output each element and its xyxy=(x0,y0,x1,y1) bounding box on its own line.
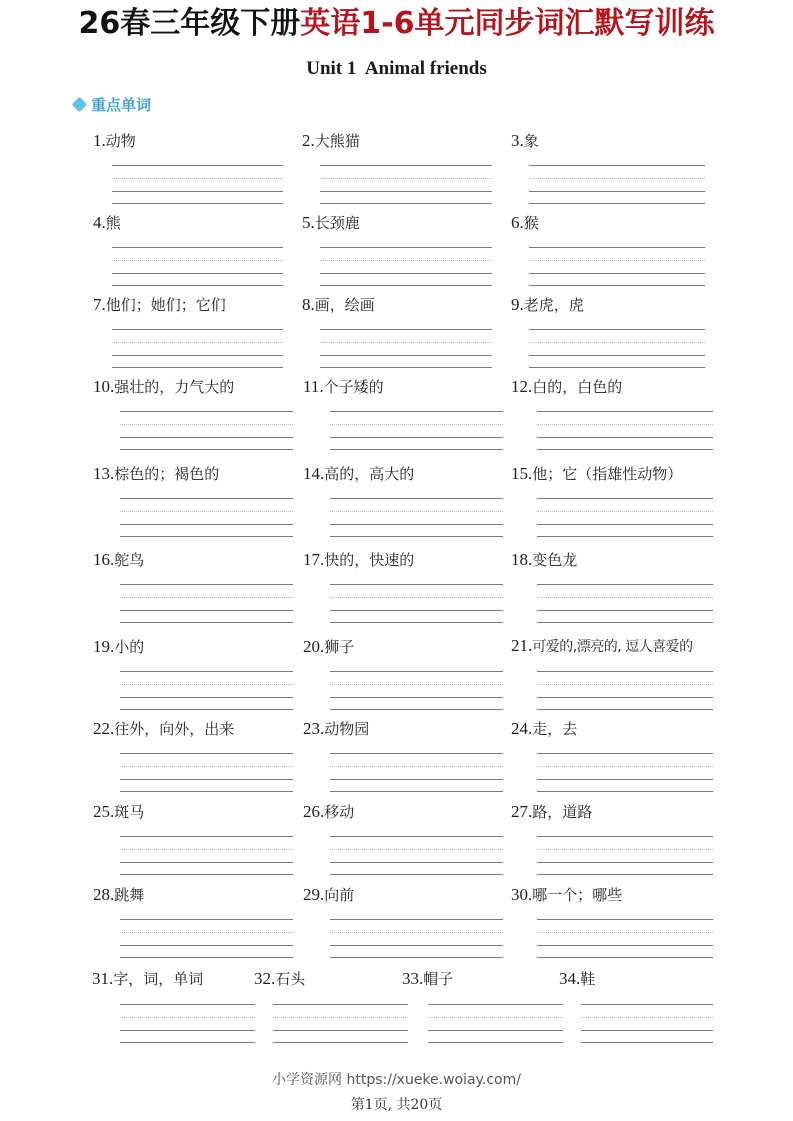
dotted-guide-line xyxy=(537,932,713,933)
solid-guide-line xyxy=(120,671,293,672)
dotted-guide-line xyxy=(320,178,492,179)
writing-lines-answer-field[interactable] xyxy=(120,671,293,711)
dotted-guide-line xyxy=(529,260,705,261)
writing-lines-answer-field[interactable] xyxy=(537,584,713,624)
solid-guide-line xyxy=(330,584,503,585)
solid-guide-line xyxy=(120,836,293,837)
page-title-subject: 英语1-6单元同步词汇默写训练 xyxy=(300,6,715,41)
item-number: 27. xyxy=(511,802,533,821)
item-number: 28. xyxy=(93,885,115,904)
chinese-meaning: 狮子 xyxy=(324,638,355,656)
solid-guide-line xyxy=(537,945,713,946)
page-title xyxy=(0,4,793,44)
writing-lines-answer-field[interactable] xyxy=(320,329,492,369)
solid-guide-line xyxy=(537,437,713,438)
solid-guide-line xyxy=(529,367,705,368)
solid-guide-line xyxy=(529,355,705,356)
solid-guide-line xyxy=(273,1042,408,1043)
chinese-meaning: 斑马 xyxy=(114,803,145,821)
solid-guide-line xyxy=(330,524,503,525)
writing-lines-answer-field[interactable] xyxy=(120,498,293,538)
vocab-prompt xyxy=(93,294,226,315)
writing-lines-answer-field[interactable] xyxy=(330,584,503,624)
item-number: 31. xyxy=(92,969,114,988)
dotted-guide-line xyxy=(120,597,293,598)
item-number: 33. xyxy=(402,969,424,988)
solid-guide-line xyxy=(330,411,503,412)
solid-guide-line xyxy=(120,709,293,710)
vocab-prompt xyxy=(303,463,414,484)
writing-lines-answer-field[interactable] xyxy=(330,671,503,711)
solid-guide-line xyxy=(537,449,713,450)
dotted-guide-line xyxy=(330,511,503,512)
writing-lines-answer-field[interactable] xyxy=(537,498,713,538)
writing-lines-answer-field[interactable] xyxy=(120,411,293,451)
solid-guide-line xyxy=(529,191,705,192)
chinese-meaning: 老虎，虎 xyxy=(523,296,584,314)
item-number: 17. xyxy=(303,550,325,569)
vocab-prompt xyxy=(303,884,354,905)
dotted-guide-line xyxy=(330,849,503,850)
vocab-prompt xyxy=(93,801,144,822)
dotted-guide-line xyxy=(537,511,713,512)
item-number: 25. xyxy=(93,802,115,821)
page-number: 第1页, 共20页 xyxy=(350,1097,443,1113)
dotted-guide-line xyxy=(120,511,293,512)
solid-guide-line xyxy=(537,411,713,412)
dotted-guide-line xyxy=(120,849,293,850)
solid-guide-line xyxy=(320,329,492,330)
writing-lines-answer-field[interactable] xyxy=(537,836,713,876)
solid-guide-line xyxy=(112,367,283,368)
solid-guide-line xyxy=(330,779,503,780)
vocab-prompt xyxy=(303,801,354,822)
vocab-prompt xyxy=(303,636,354,657)
item-number: 4. xyxy=(93,213,106,232)
solid-guide-line xyxy=(330,498,503,499)
solid-guide-line xyxy=(120,536,293,537)
vocab-prompt xyxy=(93,718,234,739)
vocab-prompt xyxy=(93,884,144,905)
vocab-prompt xyxy=(303,376,384,397)
dotted-guide-line xyxy=(537,766,713,767)
dotted-guide-line xyxy=(320,260,492,261)
chinese-meaning: 快的，快速的 xyxy=(324,551,415,569)
dotted-guide-line xyxy=(120,424,293,425)
solid-guide-line xyxy=(529,203,705,204)
solid-guide-line xyxy=(330,697,503,698)
solid-guide-line xyxy=(320,273,492,274)
solid-guide-line xyxy=(537,671,713,672)
vocab-prompt xyxy=(302,294,375,315)
item-number: 2. xyxy=(302,131,315,150)
solid-guide-line xyxy=(120,411,293,412)
chinese-meaning: 强壮的，力气大的 xyxy=(114,378,235,396)
item-number: 19. xyxy=(93,637,115,656)
solid-guide-line xyxy=(120,1030,255,1031)
vocab-prompt xyxy=(511,801,592,822)
writing-lines-answer-field[interactable] xyxy=(581,1004,713,1044)
solid-guide-line xyxy=(120,437,293,438)
solid-guide-line xyxy=(112,285,283,286)
item-number: 30. xyxy=(511,885,533,904)
chinese-meaning: 向前 xyxy=(324,886,355,904)
chinese-meaning: 他们；她们；它们 xyxy=(105,296,226,314)
item-number: 22. xyxy=(93,719,115,738)
vocab-prompt xyxy=(93,636,144,657)
solid-guide-line xyxy=(537,610,713,611)
solid-guide-line xyxy=(320,247,492,248)
solid-guide-line xyxy=(330,622,503,623)
solid-guide-line xyxy=(330,862,503,863)
item-number: 15. xyxy=(511,464,533,483)
dotted-guide-line xyxy=(330,766,503,767)
solid-guide-line xyxy=(273,1004,408,1005)
vocab-prompt xyxy=(559,968,595,989)
solid-guide-line xyxy=(120,449,293,450)
solid-guide-line xyxy=(120,919,293,920)
solid-guide-line xyxy=(537,791,713,792)
solid-guide-line xyxy=(120,753,293,754)
dotted-guide-line xyxy=(537,597,713,598)
chinese-meaning: 猴 xyxy=(523,214,539,232)
dotted-guide-line xyxy=(529,178,705,179)
chinese-meaning: 走，去 xyxy=(532,720,578,738)
vocab-prompt xyxy=(93,463,219,484)
chinese-meaning: 字，词，单词 xyxy=(113,970,204,988)
item-number: 8. xyxy=(302,295,315,314)
dotted-guide-line xyxy=(330,932,503,933)
chinese-meaning: 动物园 xyxy=(324,720,370,738)
vocab-prompt xyxy=(511,718,577,739)
solid-guide-line xyxy=(330,874,503,875)
chinese-meaning: 长颈鹿 xyxy=(314,214,360,232)
chinese-meaning: 石头 xyxy=(275,970,306,988)
solid-guide-line xyxy=(120,862,293,863)
chinese-meaning: 大熊猫 xyxy=(314,132,360,150)
writing-lines-answer-field[interactable] xyxy=(537,753,713,793)
item-number: 14. xyxy=(303,464,325,483)
writing-lines-answer-field[interactable] xyxy=(330,836,503,876)
chinese-meaning: 他；它（指雄性动物） xyxy=(532,465,683,483)
vocab-prompt xyxy=(92,968,203,989)
chinese-meaning: 路，道路 xyxy=(532,803,593,821)
solid-guide-line xyxy=(120,874,293,875)
solid-guide-line xyxy=(112,165,283,166)
solid-guide-line xyxy=(330,836,503,837)
solid-guide-line xyxy=(120,1042,255,1043)
solid-guide-line xyxy=(537,874,713,875)
dotted-guide-line xyxy=(112,260,283,261)
solid-guide-line xyxy=(529,273,705,274)
chinese-meaning: 白的，白色的 xyxy=(532,378,623,396)
vocab-prompt xyxy=(511,636,693,656)
chinese-meaning: 动物 xyxy=(105,132,136,150)
dotted-guide-line xyxy=(120,1017,255,1018)
item-number: 10. xyxy=(93,377,115,396)
item-number: 24. xyxy=(511,719,533,738)
item-number: 9. xyxy=(511,295,524,314)
solid-guide-line xyxy=(330,536,503,537)
solid-guide-line xyxy=(120,945,293,946)
vocab-prompt xyxy=(303,549,414,570)
solid-guide-line xyxy=(112,203,283,204)
dotted-guide-line xyxy=(330,424,503,425)
writing-lines-answer-field[interactable] xyxy=(273,1004,408,1044)
chinese-meaning: 鞋 xyxy=(580,970,596,988)
solid-guide-line xyxy=(330,791,503,792)
solid-guide-line xyxy=(537,957,713,958)
page-title-grade: 26春三年级下册 xyxy=(78,6,301,41)
item-number: 11. xyxy=(303,377,324,396)
dotted-guide-line xyxy=(112,178,283,179)
dotted-guide-line xyxy=(120,684,293,685)
solid-guide-line xyxy=(537,709,713,710)
item-number: 6. xyxy=(511,213,524,232)
writing-lines-answer-field[interactable] xyxy=(120,584,293,624)
dotted-guide-line xyxy=(581,1017,713,1018)
writing-lines-answer-field[interactable] xyxy=(330,498,503,538)
writing-lines-answer-field[interactable] xyxy=(330,753,503,793)
chinese-meaning: 往外，向外，出来 xyxy=(114,720,235,738)
solid-guide-line xyxy=(529,247,705,248)
chinese-meaning: 画，绘画 xyxy=(314,296,375,314)
solid-guide-line xyxy=(428,1042,563,1043)
chinese-meaning: 跳舞 xyxy=(114,886,145,904)
dotted-guide-line xyxy=(537,684,713,685)
item-number: 18. xyxy=(511,550,533,569)
solid-guide-line xyxy=(330,709,503,710)
solid-guide-line xyxy=(330,449,503,450)
writing-lines-answer-field[interactable] xyxy=(112,329,283,369)
vocab-prompt xyxy=(511,294,584,315)
source-footer: 小学资源网 https://xueke.woiay.com/ xyxy=(272,1072,521,1088)
dotted-guide-line xyxy=(537,849,713,850)
writing-lines-answer-field[interactable] xyxy=(120,753,293,793)
solid-guide-line xyxy=(428,1004,563,1005)
chinese-meaning: 帽子 xyxy=(423,970,454,988)
solid-guide-line xyxy=(112,191,283,192)
solid-guide-line xyxy=(320,165,492,166)
writing-lines-answer-field[interactable] xyxy=(330,411,503,451)
dotted-guide-line xyxy=(428,1017,563,1018)
solid-guide-line xyxy=(330,437,503,438)
solid-guide-line xyxy=(320,355,492,356)
solid-guide-line xyxy=(537,697,713,698)
solid-guide-line xyxy=(537,836,713,837)
chinese-meaning: 移动 xyxy=(324,803,355,821)
writing-lines-answer-field[interactable] xyxy=(529,329,705,369)
solid-guide-line xyxy=(320,367,492,368)
item-number: 7. xyxy=(93,295,106,314)
writing-lines-answer-field[interactable] xyxy=(120,836,293,876)
solid-guide-line xyxy=(112,273,283,274)
section-heading xyxy=(74,94,151,115)
solid-guide-line xyxy=(428,1030,563,1031)
item-number: 26. xyxy=(303,802,325,821)
section-label: 重点单词 xyxy=(91,96,152,114)
solid-guide-line xyxy=(320,191,492,192)
chinese-meaning: 可爱的,漂亮的, 逗人喜爱的 xyxy=(532,639,693,655)
writing-lines-answer-field[interactable] xyxy=(320,247,492,287)
writing-lines-answer-field[interactable] xyxy=(428,1004,563,1044)
item-number: 20. xyxy=(303,637,325,656)
solid-guide-line xyxy=(537,584,713,585)
solid-guide-line xyxy=(120,524,293,525)
dotted-guide-line xyxy=(330,597,503,598)
solid-guide-line xyxy=(120,957,293,958)
vocab-prompt xyxy=(511,549,577,570)
chinese-meaning: 个子矮的 xyxy=(323,378,384,396)
unit-title: Unit 1 Animal friends xyxy=(306,58,487,79)
item-number: 29. xyxy=(303,885,325,904)
dotted-guide-line xyxy=(320,342,492,343)
vocab-prompt xyxy=(93,130,136,151)
vocab-prompt xyxy=(402,968,453,989)
writing-lines-answer-field[interactable] xyxy=(529,247,705,287)
solid-guide-line xyxy=(537,524,713,525)
solid-guide-line xyxy=(320,203,492,204)
vocab-prompt xyxy=(303,718,369,739)
solid-guide-line xyxy=(112,355,283,356)
item-number: 21. xyxy=(511,636,533,655)
item-number: 12. xyxy=(511,377,533,396)
solid-guide-line xyxy=(330,945,503,946)
item-number: 32. xyxy=(254,969,276,988)
writing-lines-answer-field[interactable] xyxy=(120,919,293,959)
writing-lines-answer-field[interactable] xyxy=(320,165,492,205)
solid-guide-line xyxy=(120,498,293,499)
solid-guide-line xyxy=(537,536,713,537)
vocab-prompt xyxy=(511,463,682,484)
writing-lines-answer-field[interactable] xyxy=(537,671,713,711)
dotted-guide-line xyxy=(529,342,705,343)
writing-lines-answer-field[interactable] xyxy=(112,165,283,205)
item-number: 5. xyxy=(302,213,315,232)
chinese-meaning: 鸵鸟 xyxy=(114,551,145,569)
vocab-prompt xyxy=(93,549,144,570)
writing-lines-answer-field[interactable] xyxy=(537,411,713,451)
chinese-meaning: 哪一个；哪些 xyxy=(532,886,623,904)
solid-guide-line xyxy=(330,671,503,672)
solid-guide-line xyxy=(120,697,293,698)
vocab-prompt xyxy=(511,130,539,151)
writing-lines-answer-field[interactable] xyxy=(112,247,283,287)
vocab-prompt xyxy=(302,212,360,233)
solid-guide-line xyxy=(529,329,705,330)
solid-guide-line xyxy=(120,779,293,780)
solid-guide-line xyxy=(120,610,293,611)
writing-lines-answer-field[interactable] xyxy=(529,165,705,205)
dotted-guide-line xyxy=(273,1017,408,1018)
chinese-meaning: 高的，高大的 xyxy=(324,465,415,483)
solid-guide-line xyxy=(537,919,713,920)
item-number: 3. xyxy=(511,131,524,150)
chinese-meaning: 变色龙 xyxy=(532,551,578,569)
vocab-prompt xyxy=(511,376,622,397)
solid-guide-line xyxy=(537,862,713,863)
vocab-prompt xyxy=(254,968,305,989)
solid-guide-line xyxy=(581,1004,713,1005)
item-number: 23. xyxy=(303,719,325,738)
solid-guide-line xyxy=(537,622,713,623)
solid-guide-line xyxy=(581,1030,713,1031)
solid-guide-line xyxy=(120,584,293,585)
chinese-meaning: 象 xyxy=(523,132,539,150)
vocab-prompt xyxy=(511,212,539,233)
vocab-prompt xyxy=(93,376,234,397)
writing-lines-answer-field[interactable] xyxy=(120,1004,255,1044)
solid-guide-line xyxy=(112,329,283,330)
solid-guide-line xyxy=(537,498,713,499)
item-number: 1. xyxy=(93,131,106,150)
dotted-guide-line xyxy=(120,766,293,767)
solid-guide-line xyxy=(529,285,705,286)
writing-lines-answer-field[interactable] xyxy=(537,919,713,959)
solid-guide-line xyxy=(330,610,503,611)
vocab-prompt xyxy=(93,212,121,233)
solid-guide-line xyxy=(112,247,283,248)
item-number: 34. xyxy=(559,969,581,988)
dotted-guide-line xyxy=(330,684,503,685)
solid-guide-line xyxy=(120,1004,255,1005)
solid-guide-line xyxy=(537,779,713,780)
vocab-prompt xyxy=(302,130,360,151)
solid-guide-line xyxy=(529,165,705,166)
solid-guide-line xyxy=(537,753,713,754)
writing-lines-answer-field[interactable] xyxy=(330,919,503,959)
chinese-meaning: 棕色的；褐色的 xyxy=(114,465,220,483)
dotted-guide-line xyxy=(537,424,713,425)
dotted-guide-line xyxy=(112,342,283,343)
chinese-meaning: 小的 xyxy=(114,638,145,656)
solid-guide-line xyxy=(581,1042,713,1043)
solid-guide-line xyxy=(120,622,293,623)
solid-guide-line xyxy=(320,285,492,286)
dotted-guide-line xyxy=(120,932,293,933)
vocab-prompt xyxy=(511,884,622,905)
item-number: 13. xyxy=(93,464,115,483)
solid-guide-line xyxy=(330,753,503,754)
diamond-bullet-icon xyxy=(72,97,88,113)
chinese-meaning: 熊 xyxy=(105,214,121,232)
item-number: 16. xyxy=(93,550,115,569)
solid-guide-line xyxy=(120,791,293,792)
solid-guide-line xyxy=(330,957,503,958)
solid-guide-line xyxy=(273,1030,408,1031)
solid-guide-line xyxy=(330,919,503,920)
